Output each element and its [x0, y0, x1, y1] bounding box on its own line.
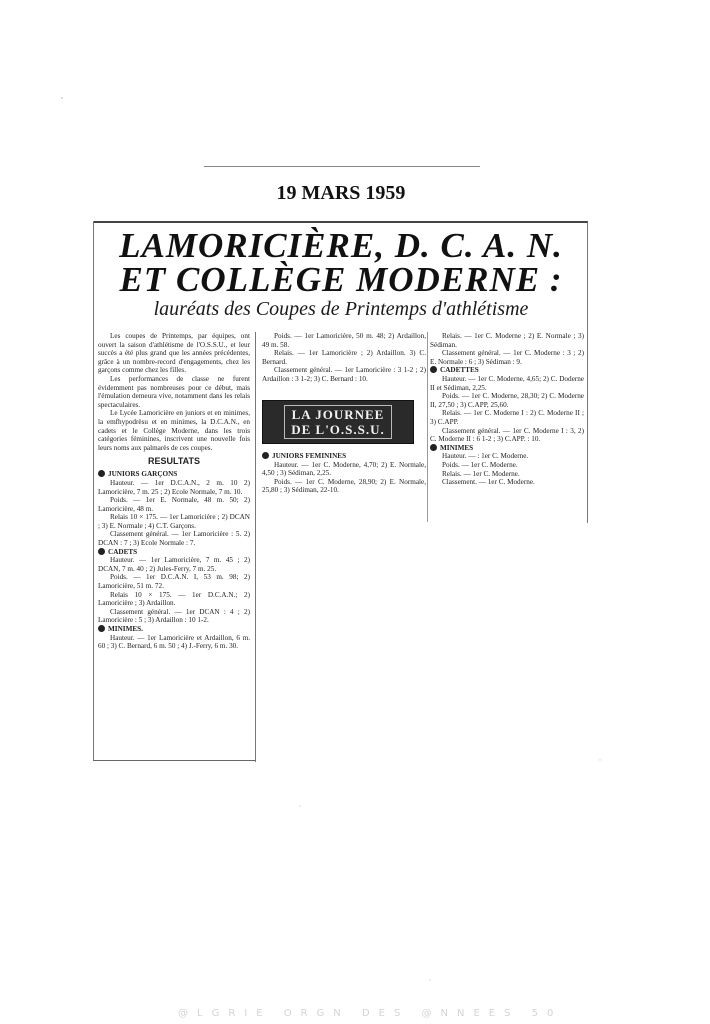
result-line: Relais. — 1er C. Moderne ; 2) E. Normale ; 3) Sédiman. [430, 332, 584, 349]
bullet-icon [98, 625, 105, 632]
intro-paragraph-1: Les coupes de Printemps, par équipes, ont ouvert la saison d'athlétisme de l'O.S.S.U., et leur succès a été plus grand que les années précédentes, grâce à un nombre-record d'engagements, chez les garçons comme chez les filles. [98, 332, 250, 375]
journee-line-1: LA JOURNEE [291, 407, 385, 422]
intro-paragraph-3: Le Lycée Lamoricière en juniors et en minimes, la emfhypodrèsu et en minimes, la D.C.A.N., en cadets et le Collège Moderne, dans les trois catégories féminines, inscrivent une nouvelle fois leurs noms aux palmarès de ces coupes. [98, 409, 250, 452]
bullet-icon [430, 444, 437, 451]
bullet-icon [98, 470, 105, 477]
result-line: Poids. — 1er C. Moderne. [442, 460, 518, 469]
article-column-2 [262, 332, 426, 384]
result-line: Relais 10 × 175. — 1er D.C.A.N.; 2) Lamoricière ; 3) Ardaillon. [98, 590, 250, 608]
result-line: Classement général. — 1er C. Moderne : 3 ; 2) E. Normale : 6 ; 3) Sédiman : 9. [430, 349, 584, 366]
clipping-date: 19 MARS 1959 [276, 182, 406, 204]
article-column-2-lower [262, 452, 426, 495]
result-line: Relais. — 1er C. Moderne I : 2) C. Moderne II ; 3) C.APP. [430, 409, 584, 426]
headline-line-1: LAMORICIÈRE, D. C. A. N. [119, 226, 563, 265]
top-divider [204, 166, 480, 167]
result-line: Hauteur. — 1er Lamoricière et Ardaillon, 6 m. 60 ; 3) C. Bernard, 6 m. 50 ; 4) J.-Ferry, 6 m. 30. [98, 633, 250, 651]
section-heading: JUNIORS GARÇONS [98, 470, 250, 479]
result-line: Hauteur. — : 1er C. Moderne. [442, 452, 529, 461]
journee-line-2: DE L'O.S.S.U. [291, 422, 385, 437]
section-heading: JUNIORS FEMININES [262, 452, 426, 461]
result-line: Relais. — 1er C. Moderne. [442, 469, 520, 478]
result-line: Relais. — 1er Lamoricière ; 2) Ardaillon. 3) C. Bernard. [262, 349, 426, 366]
result-line: Hauteur. — 1er C. Moderne, 4,65; 2) C. Doderne II et Sédiman, 2,25. [430, 374, 584, 392]
journee-banner-inner [284, 405, 392, 439]
result-line: Classement général. — 1er C. Moderne I : 3, 2) C. Moderne II : 6 1-2 ; 3) C.APP. : 10. [430, 426, 584, 444]
result-line: Classement général. — 1er Lamoricière : 3 1-2 ; 2) Ardaillon : 3 1-2; 3) C. Bernard : 10. [262, 366, 426, 383]
result-line: Poids. — 1er Lamoricière, 50 m. 48; 2) Ardaillon, 49 m. 58. [262, 332, 426, 349]
result-line: Poids. — 1er C. Moderne, 28,30; 2) C. Moderne II, 27,50 ; 3) C.APP, 25,60. [430, 392, 584, 409]
bullet-icon [98, 548, 105, 555]
article-column-1 [98, 332, 250, 651]
result-line: Hauteur. — 1er Lamoricière, 7 m. 45 ; 2) DCAN, 7 m. 40 ; 2) Jules-Ferry, 7 m. 25. [98, 556, 250, 573]
intro-paragraph-2: Les performances de classe ne furent évidemment pas nombreuses pour ce début, mais l'émulation demeura vive, notamment dans les relais spectaculaires. [98, 374, 250, 409]
result-line: Classement. — 1er C. Moderne. [442, 478, 535, 487]
results-title: RESULTATS [148, 456, 200, 467]
journee-banner [262, 400, 414, 444]
result-line: Hauteur. — 1er C. Moderne, 4,70; 2) E. Normale, 4,50 ; 3) Sédiman, 2,25. [262, 460, 426, 478]
section-heading: CADETTES [430, 366, 584, 375]
clipping-left-border [93, 221, 94, 761]
headline-line-2: ET COLLÈGE MODERNE : [119, 260, 563, 299]
bullet-icon [430, 366, 437, 373]
result-line: Poids. — 1er C. Moderne, 28,90; 2) E. Normale, 25,80 ; 3) Sédiman, 22-10. [262, 477, 426, 495]
result-line: Relais 10 × 175. — 1er Lamoricière ; 2) DCAN ; 3) E. Normale ; 4) C.T. Garçons. [98, 513, 250, 530]
section-heading: CADETS [98, 548, 250, 557]
column-divider-2 [427, 332, 428, 522]
result-line: Poids. — 1er D.C.A.N. I, 53 m. 98; 2) Lamoricière, 51 m. 72. [98, 573, 250, 591]
result-line: Poids. — 1er E. Normale, 48 m. 50; 2) Lamoricière, 48 m. [98, 496, 250, 513]
column-divider-1 [255, 332, 256, 762]
headline-subtitle: lauréats des Coupes de Printemps d'athlétisme [153, 298, 529, 320]
clipping-bottom-border [93, 760, 255, 761]
section-heading: MINIMES. [98, 625, 250, 634]
result-line: Hauteur. — 1er D.C.A.N., 2 m. 10 2) Lamoricière, 7 m. 25 ; 2) Ecole Normale, 7 m. 10. [98, 478, 250, 496]
watermark: @LGRIE ORGN DES @NNEES 50 [178, 1008, 563, 1019]
result-line: Classement général. — 1er DCAN : 4 ; 2) Lamoricière : 5 ; 3) Ardaillon : 10 1-2. [98, 607, 250, 625]
bullet-icon [262, 452, 269, 459]
article-column-3 [430, 332, 584, 487]
section-heading: MINIMES [430, 444, 584, 453]
result-line: Classement général. — 1er Lamoricière : 5. 2) DCAN : 7 ; 3) Ecole Normale : 7. [98, 530, 250, 548]
